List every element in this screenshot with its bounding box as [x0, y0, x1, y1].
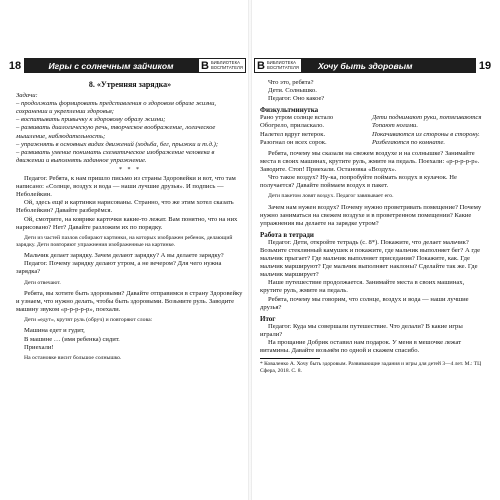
- task-item: – развивать диалогическую речь, творческое воображение, логическое мышление, наблюдательность;: [16, 124, 216, 140]
- right-page: [250, 0, 500, 500]
- footnote: * Коваленко А. Хочу быть здоровым. Развивающие задания и игры для детей 3—4 лет. М.: ТЦ Сфера, 2018. С. 8.: [260, 361, 482, 375]
- logo-letter: В: [257, 59, 265, 72]
- paragraph: Педагог. Ребята, к нам пришло письмо из страны Здоровейки и вот, что там написано: «Солнце, воздух и вода — наши лучшие друзья». И подпись — Неболейкин.: [16, 175, 236, 199]
- paragraph: Ребята, почему мы сказали на свежем воздухе и на солнышке? Занимайте места в своих машинах, крутите руль, жмите на педаль. Поехали: «р-р-р-р-р». Заводите. Стоп! Приехали. Остановка «Воздух».: [260, 149, 480, 173]
- logo-line2: ВОСПИТАТЕЛЯ: [210, 64, 243, 70]
- left-page-number: 18: [8, 59, 22, 72]
- task-item: – воспитывать привычку к здоровому образу жизни;: [16, 116, 166, 124]
- section-divider: * * *: [119, 166, 141, 173]
- phys-row: Рано утром солнце встало Дети поднимают руки, потягиваются: [260, 114, 482, 122]
- poem-line: Приехали!: [24, 343, 54, 351]
- paragraph: Педагог. Куда мы совершали путешествие. Что делали? В какие игры играли?: [260, 322, 463, 338]
- note: Дети из частей пазлов собирают картинки, на которых изображен ребенок, делающий зарядку. Дети повторяют упражнения изображенные на картинке.: [16, 234, 233, 248]
- phys-row: Разогнал он всех сорок. Разбегаются по комнате.: [260, 138, 446, 146]
- paragraph: Педагог. Почему зарядку делают утром, а не вечером? Для чего нужна зарядка?: [16, 260, 222, 276]
- phys-row: Обогрело, приласкало. Топают ногами.: [260, 122, 418, 130]
- task-item: – развивать умение понимать схематическое изображение человека в движении и выполнять заданное упражнение.: [16, 148, 215, 164]
- right-page-number: 19: [478, 59, 492, 72]
- logo-line1: БИБЛИОТЕКА: [210, 59, 241, 65]
- paragraph: Ой, здесь ещё и картинки нарисованы. Странно, что же этим хотел сказать Неболейкин? Давайте разберёмся.: [16, 199, 234, 215]
- logo-line1: БИБЛИОТЕКА: [266, 59, 297, 65]
- footnote-rule: [260, 358, 320, 359]
- right-library-logo: [254, 58, 302, 73]
- left-library-logo: [198, 58, 246, 73]
- phys-minute-title: Физкультминутка: [260, 106, 319, 115]
- left-page-header: [6, 58, 246, 73]
- note: На остановке висит большое солнышко.: [24, 354, 122, 361]
- paragraph: Ой, смотрите, на коврике карточки какие-то лежат. Вам понятно, что на них нарисовано? Нет? Давайте разложим их по порядку.: [16, 215, 238, 231]
- paragraph: Педагог. Дети, откройте тетрадь (с. 8*). Покажите, что делает мальчик? Возьмите стеклянный камушек и покажите, где мальчик выполняет бег? А где мальчик прыгает? Где мальчик выполняет приседания? Покажите, как. Где мальчик маршируют? Где мальчик выполняет наклоны? Сделайте так же. Где мальчик марширует?: [260, 238, 481, 279]
- dialog-line: Что это, ребята?: [268, 79, 314, 86]
- paragraph: Ребята, вы хотите быть здоровыми? Давайте отправимся в страну Здоровейку и узнаем, что нужно делать, чтобы быть здоровыми. Возьмите руль. Заводите машину звуком «р-р-р-р-р», поехали.: [16, 289, 243, 314]
- paragraph: Мальчик делает зарядку. Зачем делают зарядку? А вы делаете зарядку?: [24, 252, 224, 260]
- tasks-label: Задачи:: [16, 92, 38, 100]
- logo-line2: ВОСПИТАТЕЛЯ: [266, 64, 300, 70]
- phys-row: Налетел вдруг ветерок. Покачиваются из стороны в сторону.: [260, 130, 480, 138]
- poem-line: В машине … (имя ребенка) сидит.: [24, 335, 120, 343]
- paragraph: На прощание Добрик оставил нам подарок. У меня в мешочке лежат витамины. Давайте возьмём по одной и скажем спасибо.: [260, 339, 462, 355]
- dialog-line: Педагог. Оно какое?: [268, 95, 325, 103]
- note: Дети пакетом ловят воздух. Педагог завязывает его.: [268, 193, 394, 200]
- left-header-title: Игры с солнечным зайчиком: [24, 58, 198, 73]
- right-page-body: [260, 79, 486, 375]
- paragraph: Что такое воздух? Ну-ка, попробуйте поймать воздух в кулачок. Не получается? Давайте поймаем воздух в пакет.: [260, 174, 457, 190]
- section-title: 8. «Утренняя зарядка»: [88, 80, 172, 89]
- paragraph: Наше путешествие продолжается. Занимайте места в своих машинах, крутите руль, жмите на педаль.: [260, 279, 465, 295]
- logo-letter: В: [200, 59, 209, 72]
- task-item: – продолжать формировать представления о здоровом образе жизни, сохранении и укреплении здоровья;: [16, 100, 217, 116]
- note: Дети отвечают.: [24, 279, 61, 286]
- left-page-body: [16, 79, 244, 362]
- note: Дети «едут», крутят руль (обруч) и повторяют слова:: [24, 317, 153, 324]
- poem-line: Машина едет и гудит,: [24, 327, 85, 335]
- right-page-header: [254, 58, 494, 73]
- paragraph: Зачем нам нужен воздух? Почему нужно проветривать помещение? Почему нужно заниматься на свежем воздухе и в проветренном помещении? Какие упражнения вы делаете на зарядке утром?: [260, 203, 482, 227]
- summary-title: Итог: [260, 314, 276, 323]
- right-header-title: Хочу быть здоровым: [302, 58, 476, 73]
- workbook-title: Работа в тетради: [260, 230, 314, 239]
- task-item: – упражнять в основных видах движений (ходьба, бег, прыжки и т.д.);: [16, 140, 219, 148]
- paragraph: Ребята, почему мы говорим, что солнце, воздух и вода — наши лучшие друзья?: [260, 295, 469, 311]
- dialog-line: Дети. Солнышко.: [268, 87, 317, 95]
